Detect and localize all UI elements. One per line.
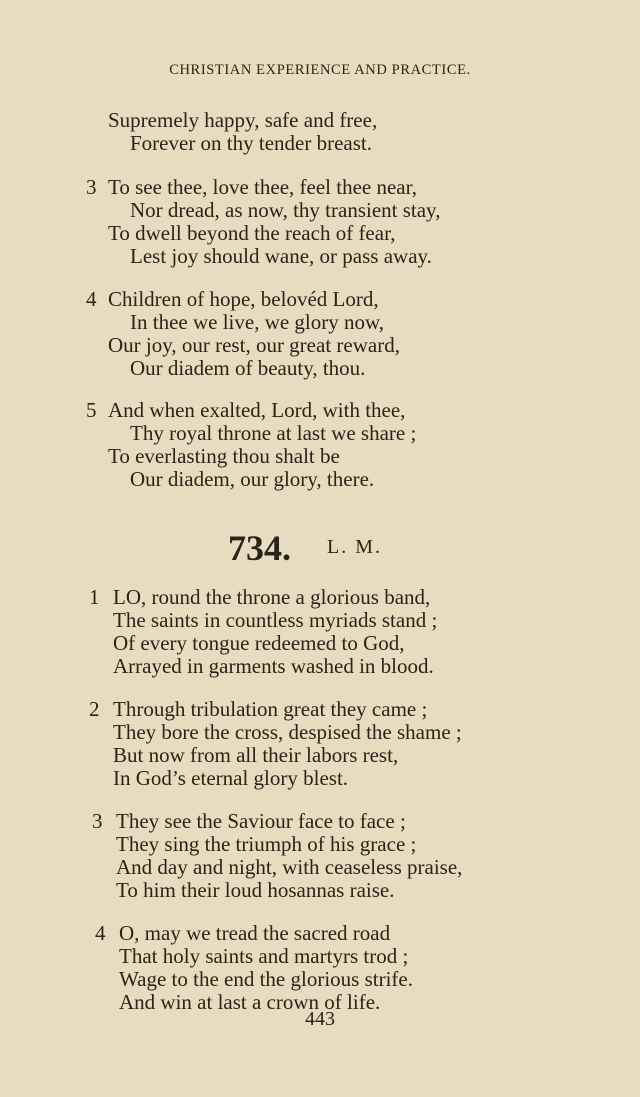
verse-line: Our diadem of beauty, thou. [130, 356, 366, 380]
verse-line: To everlasting thou shalt be [108, 444, 340, 468]
verse-line: Children of hope, belovéd Lord, [108, 287, 379, 311]
verse-line: To him their loud hosannas raise. [116, 878, 395, 902]
verse-line: LO, round the throne a glorious band, [113, 585, 431, 609]
verse-line: And day and night, with ceaseless praise, [116, 855, 463, 879]
verse-line: The saints in countless myriads stand ; [113, 608, 438, 632]
verse-number: 1 [89, 585, 100, 609]
verse-number: 3 [92, 809, 103, 833]
verse-line: That holy saints and martyrs trod ; [119, 944, 409, 968]
verse-line: Our diadem, our glory, there. [130, 467, 375, 491]
verse-line: In thee we live, we glory now, [130, 310, 385, 334]
verse-line: Forever on thy tender breast. [130, 131, 373, 155]
verse-line: They bore the cross, despised the shame ; [113, 720, 462, 744]
verse-line: Lest joy should wane, or pass away. [130, 244, 432, 268]
verse-line: In God’s eternal glory blest. [113, 766, 349, 790]
verse-line: Nor dread, as now, thy transient stay, [130, 198, 441, 222]
verse-number: 2 [89, 697, 100, 721]
verse-line: O, may we tread the sacred road [119, 921, 391, 945]
verse-number: 4 [86, 287, 97, 311]
hymn-meter: L. M. [327, 536, 382, 558]
verse-number: 3 [86, 175, 97, 199]
verse-line: Of every tongue redeemed to God, [113, 631, 405, 655]
verse-line: To see thee, love thee, feel thee near, [108, 175, 418, 199]
verse-line: To dwell beyond the reach of fear, [108, 221, 396, 245]
verse-number: 5 [86, 398, 97, 422]
verse-line: They see the Saviour face to face ; [116, 809, 406, 833]
hymn-number: 734. [228, 528, 291, 568]
verse-line: They sing the triumph of his grace ; [116, 832, 417, 856]
verse-line: Wage to the end the glorious strife. [119, 967, 413, 991]
verse-line: Our joy, our rest, our great reward, [108, 333, 400, 357]
running-header: CHRISTIAN EXPERIENCE AND PRACTICE. [169, 62, 471, 78]
verse-line: Through tribulation great they came ; [113, 697, 428, 721]
verse-line: Thy royal throne at last we share ; [130, 421, 417, 445]
verse-line: And when exalted, Lord, with thee, [108, 398, 406, 422]
verse-line: Supremely happy, safe and free, [108, 108, 378, 132]
verse-line: Arrayed in garments washed in blood. [113, 654, 434, 678]
verse-line: But now from all their labors rest, [113, 743, 399, 767]
verse-line: And win at last a crown of life. [119, 990, 381, 1014]
page-number: 443 [305, 1008, 335, 1030]
verse-number: 4 [95, 921, 106, 945]
